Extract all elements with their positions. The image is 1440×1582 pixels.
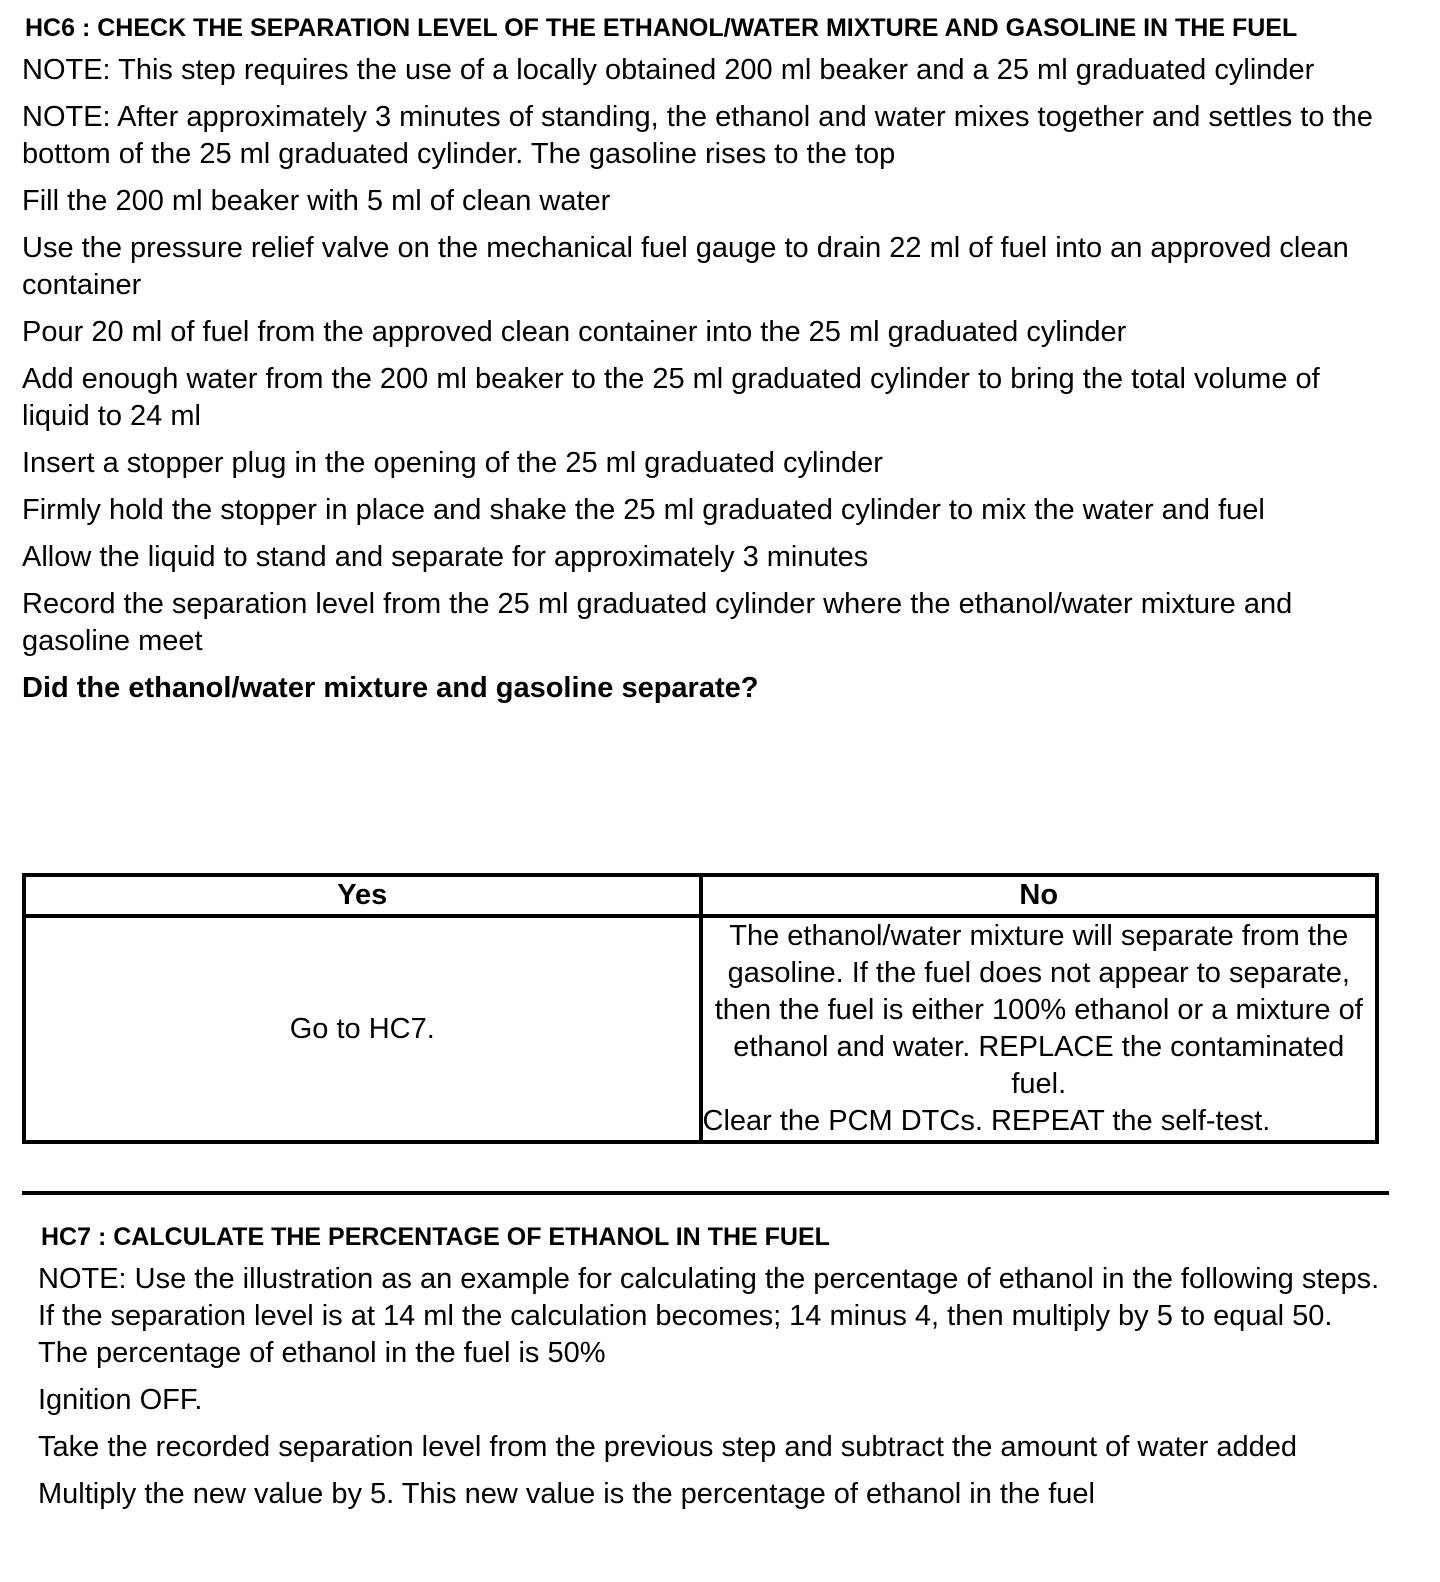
step: Pour 20 ml of fuel from the approved clean container into the 25 ml graduated cylinder [22, 316, 1127, 348]
yes-header: Yes [24, 875, 701, 916]
step: Record the separation level from the 25 ml graduated cylinder where the ethanol/water mixture and gasoline meet [22, 588, 1293, 657]
step: Insert a stopper plug in the opening of the 25 ml graduated cylinder [22, 447, 883, 479]
no-header: No [701, 875, 1378, 916]
hc6-section [22, 13, 1392, 717]
yes-action [24, 916, 701, 1142]
step: NOTE: Use the illustration as an example for calculating the percentage of ethanol in the following steps. If the separation level is at 14 ml the calculation becomes; 14 minus 4, then multiply by 5 to equal 50. The percentage of ethanol in the fuel is 50% [38, 1263, 1380, 1369]
hc7-section [38, 1222, 1388, 1523]
step: Multiply the new value by 5. This new value is the percentage of ethanol in the fuel [38, 1478, 1095, 1510]
step: NOTE: After approximately 3 minutes of standing, the ethanol and water mixes together and settles to the bottom of the 25 ml graduated cylinder. The gasoline rises to the top [22, 101, 1373, 170]
question: Did the ethanol/water mixture and gasoline separate? [22, 672, 759, 704]
hc7-title: HC7 : CALCULATE THE PERCENTAGE OF ETHANOL IN THE FUEL [41, 1223, 830, 1251]
step: Allow the liquid to stand and separate for approximately 3 minutes [22, 541, 869, 573]
hc6-title: HC6 : CHECK THE SEPARATION LEVEL OF THE ETHANOL/WATER MIXTURE AND GASOLINE IN THE FUEL [25, 14, 1298, 42]
no-action-text-2: Clear the PCM DTCs. REPEAT the self-test. [702, 1105, 1271, 1137]
step: Firmly hold the stopper in place and shake the 25 ml graduated cylinder to mix the water and fuel [22, 494, 1265, 526]
step: Add enough water from the 200 ml beaker to the 25 ml graduated cylinder to bring the total volume of liquid to 24 ml [22, 363, 1320, 432]
section-divider [22, 1191, 1389, 1195]
step: Fill the 200 ml beaker with 5 ml of clean water [22, 185, 611, 217]
decision-table [22, 873, 1379, 1144]
no-action [701, 916, 1378, 1142]
go-to-hc7-link[interactable]: Go to HC7. [289, 1012, 435, 1045]
step: NOTE: This step requires the use of a locally obtained 200 ml beaker and a 25 ml graduated cylinder [22, 54, 1315, 86]
step: Use the pressure relief valve on the mechanical fuel gauge to drain 22 ml of fuel into an approved clean container [22, 232, 1349, 301]
step: Ignition OFF. [38, 1384, 203, 1416]
step: Take the recorded separation level from the previous step and subtract the amount of water added [38, 1431, 1298, 1463]
no-action-text: The ethanol/water mixture will separate from the gasoline. If the fuel does not appear to separate, then the fuel is either 100% ethanol or a mixture of ethanol and water. REPLACE the contaminated fuel. [714, 920, 1363, 1100]
